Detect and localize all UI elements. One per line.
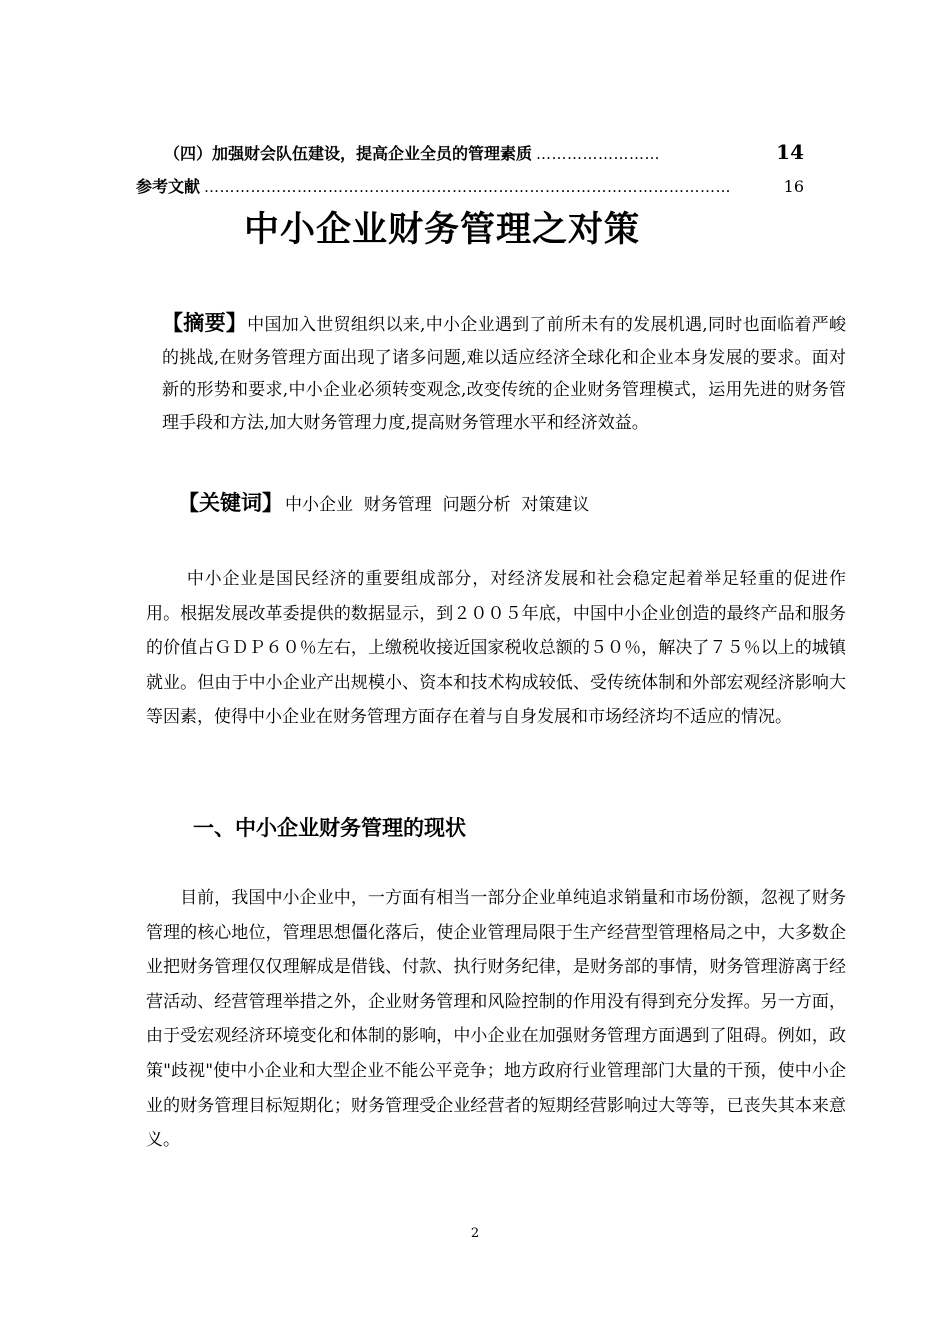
keywords-tag: 【关键词】 [178, 491, 283, 515]
toc-entry-label: 参考文献 [136, 177, 201, 196]
section-heading: 一、中小企业财务管理的现状 [193, 816, 466, 840]
page-number: 2 [470, 1226, 480, 1241]
abstract-text: 中国加入世贸组织以来,中小企业遇到了前所未有的发展机遇,同时也面临着严峻的挑战,在财务管理方面出现了诸多问题,难以适应经济全球化和企业本身发展的要求。面对新的形势和要求,中小企业必须转变观念,改变传统的企业财务管理模式，运用先进的财务管理手段和方法,加大财务管理力度,提高财务管理水平和经济效益。 [162, 315, 847, 433]
section-body-paragraph [146, 881, 846, 1158]
abstract-paragraph [162, 307, 846, 439]
toc-page-number: 14 [776, 140, 804, 164]
toc-leader-dots: ………………………………………………………………………………………… [204, 178, 732, 196]
toc-leader-dots: …………………… [536, 145, 661, 163]
keywords-list: 中小企业 财务管理 问题分析 对策建议 [285, 495, 590, 515]
document-title: 中小企业财务管理之对策 [244, 210, 641, 250]
section-body-text: 目前，我国中小企业中，一方面有相当一部分企业单纯追求销量和市场份额，忽视了财务管理的核心地位，管理思想僵化落后，使企业管理局限于生产经营型管理格局之中，大多数企业把财务管理仅仅理解成是借钱、付款、执行财务纪律，是财务部的事情，财务管理游离于经营活动、经营管理举措之外，企业财务管理和风险控制的作用没有得到充分发挥。另一方面，由于受宏观经济环境变化和体制的影响，中小企业在加强财务管理方面遇到了阻碍。例如，政策"歧视"使中小企业和大型企业不能公平竞争；地方政府行业管理部门大量的干预，使中小企业的财务管理目标短期化；财务管理受企业经营者的短期经营影响过大等等，已丧失其本来意义。 [146, 888, 846, 1151]
toc-page-number: 16 [783, 177, 804, 196]
abstract-tag: 【摘要】 [162, 311, 248, 335]
intro-paragraph [146, 562, 846, 735]
toc-entry-label: （四）加强财会队伍建设，提高企业全员的管理素质 [164, 144, 533, 163]
toc-entry-4[interactable] [164, 140, 804, 164]
intro-text: 中小企业是国民经济的重要组成部分，对经济发展和社会稳定起着举足轻重的促进作用。根据发展改革委提供的数据显示，到２００５年底，中国中小企业创造的最终产品和服务的价值占ＧＤＰ６０％左右，上缴税收接近国家税收总额的５０％，解决了７５％以上的城镇就业。但由于中小企业产出规模小、资本和技术构成较低、受传统体制和外部宏观经济影响大等因素，使得中小企业在财务管理方面存在着与自身发展和市场经济均不适应的情况。 [146, 569, 846, 728]
keywords-line [178, 486, 878, 523]
toc-entry-references[interactable] [136, 174, 804, 197]
